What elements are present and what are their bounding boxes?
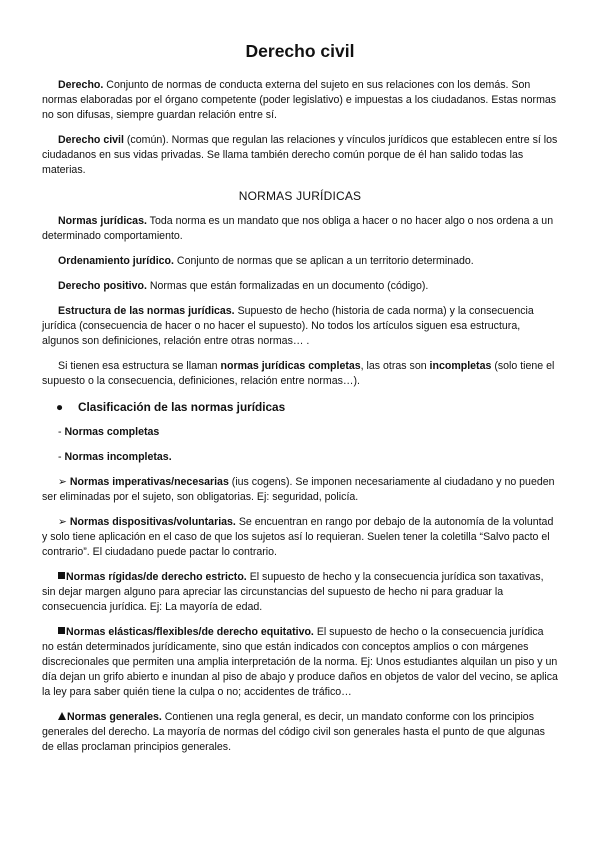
list-item-label: Normas incompletas. — [64, 451, 172, 463]
square-bullet-icon — [58, 572, 65, 579]
list-item-label: Normas completas — [64, 426, 160, 438]
term-derecho: Derecho. — [58, 79, 104, 91]
list-item — [42, 450, 558, 465]
paragraph-completas-incompletas — [42, 359, 558, 389]
dash-icon: - — [58, 451, 62, 463]
note-before: Si tienen esa estructura se llaman — [58, 360, 221, 372]
text-rigidas: El supuesto de hecho y la consecuencia jurídica son taxativas, sin dejar margen alguno para apreciar las circunstancias del supuesto de hecho ni para graduar la consecuencia jurídica. Ej: La mayoría de edad. — [42, 571, 544, 613]
dash-icon: - — [58, 426, 62, 438]
paragraph-normas-juridicas — [42, 214, 558, 244]
text-normas-juridicas: Toda norma es un mandato que nos obliga a hacer o no hacer algo o nos ordena a un determinado comportamiento. — [42, 215, 554, 242]
paragraph-dispositivas — [42, 515, 558, 560]
list-item — [42, 425, 558, 440]
text-generales: Contienen una regla general, es decir, un mandato conforme con los principios generales del derecho. La mayoría de normas del código civil son generales hasta el punto de que algunas de ellas proclaman principios generales. — [42, 711, 545, 753]
term-elasticas: Normas elásticas/flexibles/de derecho equitativo. — [66, 626, 314, 638]
text-ordenamiento: Conjunto de normas que se aplican a un territorio determinado. — [173, 255, 474, 267]
square-bullet-icon — [58, 627, 65, 634]
text-dispositivas: Se encuentran en rango por debajo de la autonomía de la voluntad y solo tiene aplicación en el caso de que los sujetos así lo requieran. Suelen tener la coletilla “Salvo pacto el contrario”. El ciudadano puede pactar lo contrario. — [42, 516, 554, 558]
note-strong-incompletas: incompletas — [429, 360, 492, 372]
paragraph-derecho — [42, 78, 558, 123]
document-title: Derecho civil — [245, 41, 355, 61]
text-estructura: Supuesto de hecho (historia de cada norma) y la consecuencia jurídica (consecuencia de hacer o no hacer el supuesto). No todos los artículos siguen esa estructura, algunos son definiciones, relación entre otras normas… . — [42, 305, 534, 347]
section-heading: NORMAS JURÍDICAS — [238, 189, 362, 203]
paragraph-generales — [42, 710, 558, 755]
term-derecho-civil: Derecho civil — [58, 134, 124, 146]
paragraph-rigidas — [42, 570, 558, 615]
paragraph-imperativas — [42, 475, 558, 505]
term-rigidas: Normas rígidas/de derecho estricto. — [66, 571, 247, 583]
classification-heading — [42, 399, 558, 415]
bullet-icon: ● — [56, 400, 64, 414]
text-derecho: Conjunto de normas de conducta externa del sujeto en sus relaciones con los demás. Son normas elaboradas por el órgano competente (poder legislativo) e impuestas a los ciudadanos. Estas normas no son difusas, siempre guardan relación entre sí. — [42, 79, 557, 121]
paragraph-estructura — [42, 304, 558, 349]
term-normas-juridicas: Normas jurídicas. — [58, 215, 147, 227]
term-dispositivas: Normas dispositivas/voluntarias. — [69, 516, 236, 528]
classification-heading-text: Clasificación de las normas jurídicas — [78, 400, 286, 414]
paragraph-ordenamiento — [42, 254, 558, 269]
note-middle: , las otras son — [360, 360, 430, 372]
arrow-bullet-icon: ➢ — [58, 516, 67, 528]
text-imperativas: (ius cogens). Se imponen necesariamente al ciudadano y no pueden ser eliminadas por el sujeto, son obligatorias. Ej: seguridad, policía. — [42, 476, 555, 503]
text-elasticas: El supuesto de hecho o la consecuencia jurídica no están determinados jurídicamente, sino que están indicados con conceptos amplios o con márgenes discrecionales que permiten una amplia interpretación de la norma. Ej: Unos estudiantes alquilan un piso y un día dejan un grifo abierto e inundan al piso de abajo y produce daños en objetos de valor del vecino, se aplica la ley para saber quién tiene la culpa o no; accidentes de tráfico… — [42, 626, 558, 698]
term-imperativas: Normas imperativas/necesarias — [69, 476, 229, 488]
paragraph-derecho-positivo — [42, 279, 558, 294]
arrow-bullet-icon: ➢ — [58, 476, 67, 488]
text-derecho-positivo: Normas que están formalizadas en un documento (código). — [146, 280, 429, 292]
note-after: (solo tiene el supuesto o la consecuencia, definiciones, relación entre normas…). — [42, 360, 555, 387]
paragraph-elasticas — [42, 625, 558, 700]
term-derecho-positivo: Derecho positivo. — [58, 280, 147, 292]
text-derecho-civil: (común). Normas que regulan las relaciones y vínculos jurídicos que establecen entre sí los ciudadanos en sus vidas privadas. Se llama también derecho común porque de él han salido todas las materias. — [42, 134, 558, 176]
term-ordenamiento: Ordenamiento jurídico. — [58, 255, 174, 267]
term-generales: Normas generales. — [67, 711, 162, 723]
triangle-bullet-icon — [58, 712, 66, 720]
note-strong-completas: normas jurídicas completas — [220, 360, 361, 372]
paragraph-derecho-civil — [42, 133, 558, 178]
term-estructura: Estructura de las normas jurídicas. — [58, 305, 235, 317]
